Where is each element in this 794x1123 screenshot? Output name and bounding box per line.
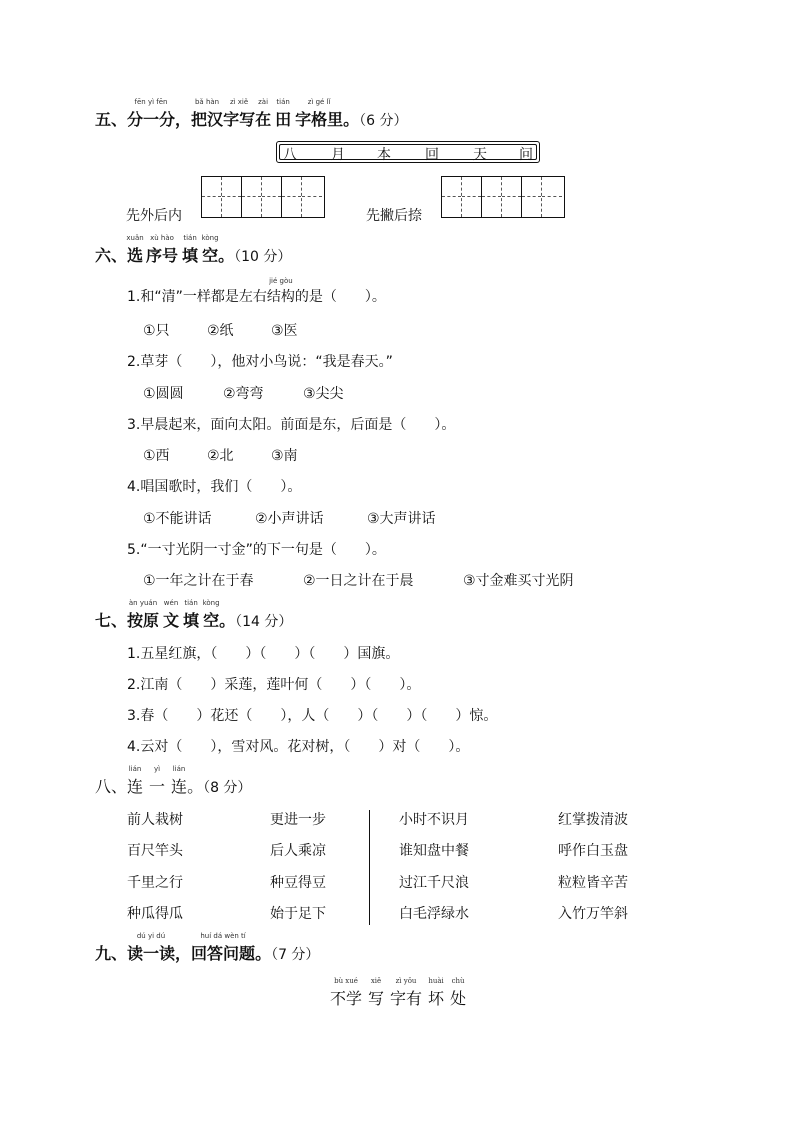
section-number: 六、 xyxy=(95,246,128,265)
title-word: 坏 xyxy=(428,989,445,1008)
title-word: 字有 xyxy=(390,989,423,1008)
char-item: 月 xyxy=(331,147,345,163)
match-item[interactable]: 小时不识月 xyxy=(399,812,469,828)
pinyin: àn yuán xyxy=(128,599,158,607)
character-box xyxy=(276,141,540,163)
heading-word: 读一读 xyxy=(127,944,176,963)
section-number: 五、 xyxy=(95,110,128,129)
pinyin: zài xyxy=(258,98,269,106)
match-item[interactable]: 更进一步 xyxy=(270,812,326,828)
pinyin: zì xiě xyxy=(229,98,249,106)
char-item: 八 xyxy=(283,147,297,163)
punct: 。 xyxy=(187,777,204,796)
section5-heading xyxy=(95,98,408,130)
question-6-1 xyxy=(127,277,386,306)
match-item[interactable]: 始于足下 xyxy=(270,906,326,922)
match-item[interactable]: 种豆得豆 xyxy=(270,875,326,891)
option[interactable]: ①西 xyxy=(143,448,170,464)
match-item[interactable]: 谁知盘中餐 xyxy=(399,843,469,859)
question-6-2: 2.草芽（ ），他对小鸟说：“我是春天。” xyxy=(127,354,393,370)
fill-line-4[interactable]: 4.云对（ ），雪对风。花对树，（ ）对（ ）。 xyxy=(127,739,470,755)
option[interactable]: ③南 xyxy=(271,448,298,464)
match-item[interactable]: 过江千尺浪 xyxy=(399,875,469,891)
pinyin: yì xyxy=(153,765,161,773)
heading-word: 空 xyxy=(203,611,220,630)
question-text: 1.和“清”一样都是左右 xyxy=(127,289,267,305)
pinyin: xù hào xyxy=(150,234,174,242)
heading-word: 空 xyxy=(202,246,219,265)
rule-label-outside-inside: 先外后内 xyxy=(126,208,182,224)
points-label: （8 分） xyxy=(203,780,252,796)
pinyin: wén xyxy=(163,599,179,607)
heading-word: 分一分 xyxy=(127,110,176,129)
pinyin: kòng xyxy=(201,234,219,242)
option[interactable]: ③尖尖 xyxy=(303,386,344,402)
match-item[interactable]: 呼作白玉盘 xyxy=(558,843,628,859)
tianzige-grid-right[interactable] xyxy=(441,176,565,218)
pinyin: xuǎn xyxy=(126,234,144,242)
heading-word: 一 xyxy=(149,777,166,796)
heading-word: 选 xyxy=(127,246,144,265)
match-item[interactable]: 白毛浮绿水 xyxy=(399,906,469,922)
title-word: 处 xyxy=(450,989,467,1008)
pinyin: fēn yì fēn xyxy=(134,98,168,106)
pinyin: bǎ hàn xyxy=(194,98,220,106)
heading-word: 回答问题 xyxy=(191,944,256,963)
pinyin: huài xyxy=(428,977,444,985)
section-number: 九、 xyxy=(95,944,128,963)
section6-heading xyxy=(95,234,292,266)
punct: ， xyxy=(175,110,192,129)
points-label: （7 分） xyxy=(271,947,320,963)
heading-word: 序号 xyxy=(146,246,179,265)
option[interactable]: ③医 xyxy=(271,323,298,339)
rule-label-pie-na: 先撇后捺 xyxy=(366,208,422,224)
option[interactable]: ①一年之计在于春 xyxy=(143,573,254,589)
section9-heading xyxy=(95,932,320,964)
fill-line-3[interactable]: 3.春（ ）花还（ ），人（ ）（ ）（ ）惊。 xyxy=(127,708,498,724)
heading-word: 按原 xyxy=(127,611,160,630)
match-item[interactable]: 种瓜得瓜 xyxy=(127,906,183,922)
option[interactable]: ③寸金难买寸光阴 xyxy=(463,573,574,589)
heading-word: 字写 xyxy=(223,110,256,129)
title-word: 写 xyxy=(368,989,385,1008)
fill-line-1[interactable]: 1.五星红旗，（ ）（ ）（ ）国旗。 xyxy=(127,646,400,662)
question-6-5: 5.“一寸光阴一寸金”的下一句是（ ）。 xyxy=(127,542,386,558)
option[interactable]: ①只 xyxy=(143,323,170,339)
char-item: 回 xyxy=(425,147,439,163)
punct: ， xyxy=(175,944,192,963)
option[interactable]: ③大声讲话 xyxy=(367,511,436,527)
points-label: （14 分） xyxy=(235,614,293,630)
pinyin: dú yi dú xyxy=(136,932,166,940)
pinyin: tián xyxy=(276,98,290,106)
option[interactable]: ①不能讲话 xyxy=(143,511,212,527)
punct: 。 xyxy=(343,110,360,129)
points-label: （10 分） xyxy=(234,249,292,265)
section8-heading xyxy=(95,765,252,797)
option[interactable]: ②弯弯 xyxy=(223,386,264,402)
option[interactable]: ②纸 xyxy=(207,323,234,339)
pinyin: tián xyxy=(184,599,198,607)
section-number: 八、 xyxy=(95,777,128,796)
question-6-3: 3.早晨起来，面向太阳。前面是东，后面是（ ）。 xyxy=(127,417,456,433)
heading-word: 连 xyxy=(171,777,188,796)
pinyin: zì yǒu xyxy=(395,977,417,985)
pinyin: lián xyxy=(128,765,142,773)
pinyin: xiě xyxy=(370,977,382,985)
match-item[interactable]: 入竹万竿斜 xyxy=(558,906,628,922)
match-item[interactable]: 红掌拨清波 xyxy=(558,812,628,828)
pinyin: chù xyxy=(451,977,465,985)
heading-word: 填 xyxy=(183,611,200,630)
option[interactable]: ①圆圆 xyxy=(143,386,184,402)
option[interactable]: ②一日之计在于晨 xyxy=(303,573,414,589)
section7-heading xyxy=(95,599,293,631)
tianzige-grid-left[interactable] xyxy=(201,176,325,218)
question-6-4: 4.唱国歌时，我们（ ）。 xyxy=(127,479,302,495)
fill-line-2[interactable]: 2.江南（ ）采莲，莲叶何（ ）（ ）。 xyxy=(127,677,421,693)
match-item[interactable]: 粒粒皆辛苦 xyxy=(558,875,628,891)
match-item[interactable]: 百尺竿头 xyxy=(127,843,183,859)
char-item: 天 xyxy=(473,147,487,163)
heading-word: 田 xyxy=(275,110,292,129)
punct: 。 xyxy=(219,611,236,630)
section-number: 七、 xyxy=(95,611,128,630)
pinyin: kòng xyxy=(202,599,220,607)
match-item[interactable]: 后人乘凉 xyxy=(270,843,326,859)
pinyin: zì gé lǐ xyxy=(307,98,331,106)
match-item[interactable]: 前人栽树 xyxy=(127,812,183,828)
heading-word: 在 xyxy=(255,110,272,129)
char-item: 问 xyxy=(519,147,533,163)
heading-word: 字格里 xyxy=(295,110,344,129)
option[interactable]: ②小声讲话 xyxy=(255,511,324,527)
heading-word: 文 xyxy=(163,611,180,630)
option[interactable]: ②北 xyxy=(207,448,234,464)
question-text: 的是（ ）。 xyxy=(294,289,386,305)
pinyin: lián xyxy=(172,765,186,773)
question-text: 结构 xyxy=(266,289,295,305)
char-item: 本 xyxy=(377,147,391,163)
punct: 。 xyxy=(218,246,235,265)
pinyin: huí dá wèn tí xyxy=(200,932,246,940)
heading-word: 把汉 xyxy=(191,110,224,129)
punct: 。 xyxy=(255,944,272,963)
match-item[interactable]: 千里之行 xyxy=(127,875,183,891)
pinyin: bù xué xyxy=(334,977,358,985)
pinyin: jié gòu xyxy=(269,277,293,285)
title-word: 不学 xyxy=(330,989,363,1008)
heading-word: 填 xyxy=(182,246,199,265)
pinyin: tián xyxy=(183,234,197,242)
heading-word: 连 xyxy=(127,777,144,796)
column-divider xyxy=(369,810,370,925)
points-label: （6 分） xyxy=(359,113,408,129)
passage-title xyxy=(330,977,467,1009)
